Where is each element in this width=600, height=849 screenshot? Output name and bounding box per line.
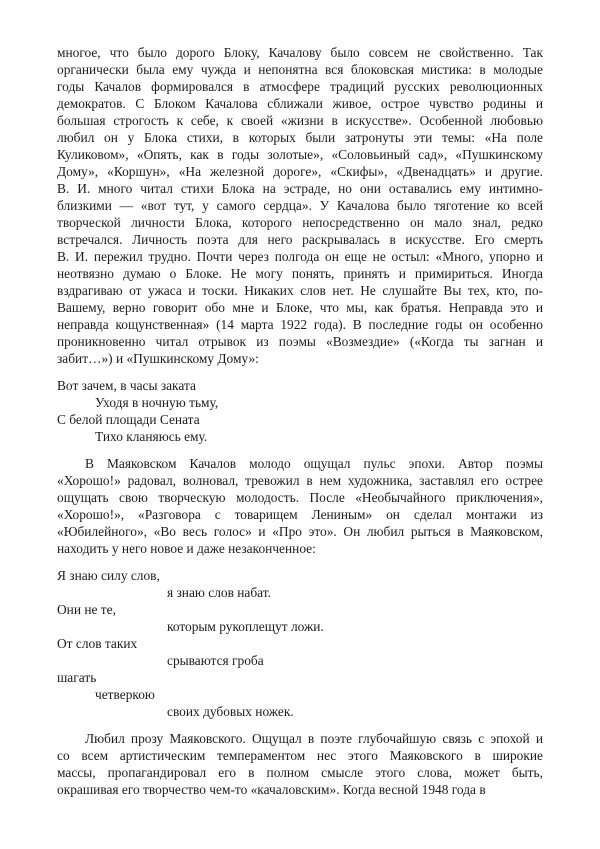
text-line: массы, пропагандировал его в полном смысле этого слова, может быть, — [57, 765, 543, 780]
text-line: демократов. С Блоком Качалова сближали живое, острое чувство родины и — [57, 96, 543, 111]
text-line: многое, что было дорого Блоку, Качалову было совсем не свойственно. Так — [57, 45, 543, 60]
text-line: вздрагиваю от ужаса и тоски. Никаких слов нет. Не слушайте Вы тех, кто, по- — [57, 283, 543, 298]
text-line: со всем артистическим темпераментом нес этого Маяковского в широкие — [57, 748, 543, 763]
text-line: годы Качалов формировался в атмосфере традиций русских революционных — [57, 79, 543, 94]
text-line: ощущать свою творческую молодость. После «Необычайного приключения», — [57, 490, 543, 505]
poem — [57, 567, 543, 720]
verse-line: С белой площади Сената — [57, 412, 200, 427]
text-line: Дому», «Коршун», «На железной дороге», «Скифы», «Двенадцать» и другие. — [57, 164, 543, 179]
verse-line: четверкою — [95, 687, 155, 702]
text-line: «Юбилейного», «Во весь голос» и «Про это». Он любил рыться в Маяковском, — [57, 524, 543, 539]
verse-line: срываются гроба — [167, 653, 264, 668]
text-line: проникновенно читал отрывок из поэмы «Возмездие» («Когда ты загнан и — [57, 334, 543, 349]
verse-line: я знаю слов набат. — [167, 585, 271, 600]
text-line: В. И. пережил трудно. Почти через полгода он еще не остыл: «Много, упорно и — [57, 249, 543, 264]
text-line: В Маяковском Качалов молодо ощущал пульс эпохи. Автор поэмы — [85, 456, 543, 471]
text-line: Любил прозу Маяковского. Ощущал в поэте глубочайшую связь с эпохой и — [85, 731, 543, 746]
verse-line: От слов таких — [57, 636, 138, 651]
paragraph — [57, 44, 543, 367]
text-line: «Хорошо!» радовал, волновал, тревожил в нем художника, заставлял его острее — [57, 473, 543, 488]
paragraph — [57, 455, 543, 557]
text-line: находить у него новое и даже незаконченное: — [57, 541, 316, 556]
poem — [57, 377, 543, 445]
verse-line: Вот зачем, в часы заката — [57, 378, 196, 393]
text-line: Вашему, верно говорит обо мне и Блоке, что мы, как братья. Неправда это и — [57, 300, 543, 315]
text-line: забит…») и «Пушкинскому Дому»: — [57, 351, 259, 366]
text-line: близкими — «вот тут, у самого сердца». У Качалова было тяготение ко всей — [57, 198, 543, 213]
text-line: неотвязно думаю о Блоке. Не могу понять, принять и примириться. Иногда — [57, 266, 543, 281]
text-line: органически была ему чужда и непонятна вся блоковская мистика: в молодые — [57, 62, 543, 77]
text-line: В. И. много читал стихи Блока на эстраде, но они оставались ему интимно- — [57, 181, 543, 196]
text-line: окрашивая его творчество чем-то «качаловским». Когда весной 1948 года в — [57, 782, 486, 797]
paragraph — [57, 730, 543, 798]
verse-line: Они не те, — [57, 602, 116, 617]
text-line: Куликовом», «Опять, как в годы золотые», «Соловьиный сад», «Пушкинскому — [57, 147, 543, 162]
verse-line: Тихо кланяюсь ему. — [95, 429, 208, 444]
verse-line: Я знаю силу слов, — [57, 568, 160, 583]
text-line: любил он у Блока стихи, в которых были затронуты эти темы: «На поле — [57, 130, 543, 145]
text-line: «Хорошо!», «Разговора с товарищем Лениным» он сделал монтажи из — [57, 507, 543, 522]
text-line: встречался. Личность поэта для него раскрывалась в искусстве. Его смерть — [57, 232, 543, 247]
verse-line: шагать — [57, 670, 97, 685]
text-line: неправда кощунственная» (14 марта 1922 года). В последние годы он особенно — [57, 317, 543, 332]
verse-line: которым рукоплещут ложи. — [167, 619, 324, 634]
verse-line: Уходя в ночную тьму, — [95, 395, 219, 410]
text-line: большая строгость к себе, к своей «жизни в искусстве». Особенной любовью — [57, 113, 543, 128]
text-column — [57, 44, 543, 798]
text-line: творческой личности Блока, которого непосредственно он мало знал, редко — [57, 215, 543, 230]
verse-line: своих дубовых ножек. — [167, 704, 294, 719]
